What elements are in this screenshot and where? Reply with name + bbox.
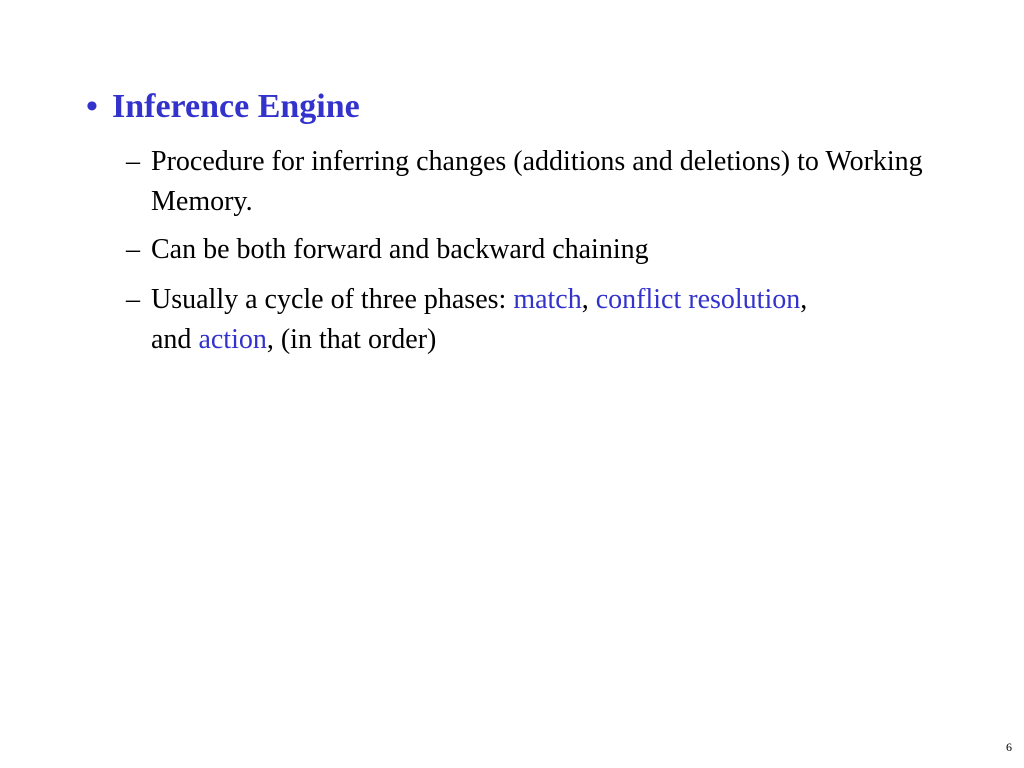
bullet-icon: •	[86, 88, 98, 125]
cycle-intro-text: Usually a cycle of three phases:	[151, 284, 514, 315]
dash-icon: –	[126, 234, 140, 265]
sub-bullet-text: Procedure for inferring changes (additions and deletions) to Working Memory.	[151, 146, 923, 217]
sub-bullet-cycle	[126, 280, 826, 360]
dash-icon: –	[126, 146, 140, 177]
slide-heading: Inference Engine	[112, 88, 360, 125]
term-action: action	[198, 324, 267, 355]
heading-bullet	[86, 86, 360, 128]
sub-bullet-procedure	[126, 142, 946, 222]
cycle-tail-text: , (in that order)	[266, 324, 437, 355]
term-match: match	[513, 284, 582, 315]
sub-bullet-text	[151, 280, 826, 360]
page-number: 6	[1006, 740, 1012, 754]
separator-text: , and	[151, 284, 808, 355]
sub-bullet-text: Can be both forward and backward chaining	[151, 234, 649, 265]
dash-icon: –	[126, 284, 140, 315]
term-conflict-resolution: conflict resolution	[595, 284, 801, 315]
sub-bullet-chaining	[126, 230, 946, 270]
separator-text: ,	[581, 284, 596, 315]
